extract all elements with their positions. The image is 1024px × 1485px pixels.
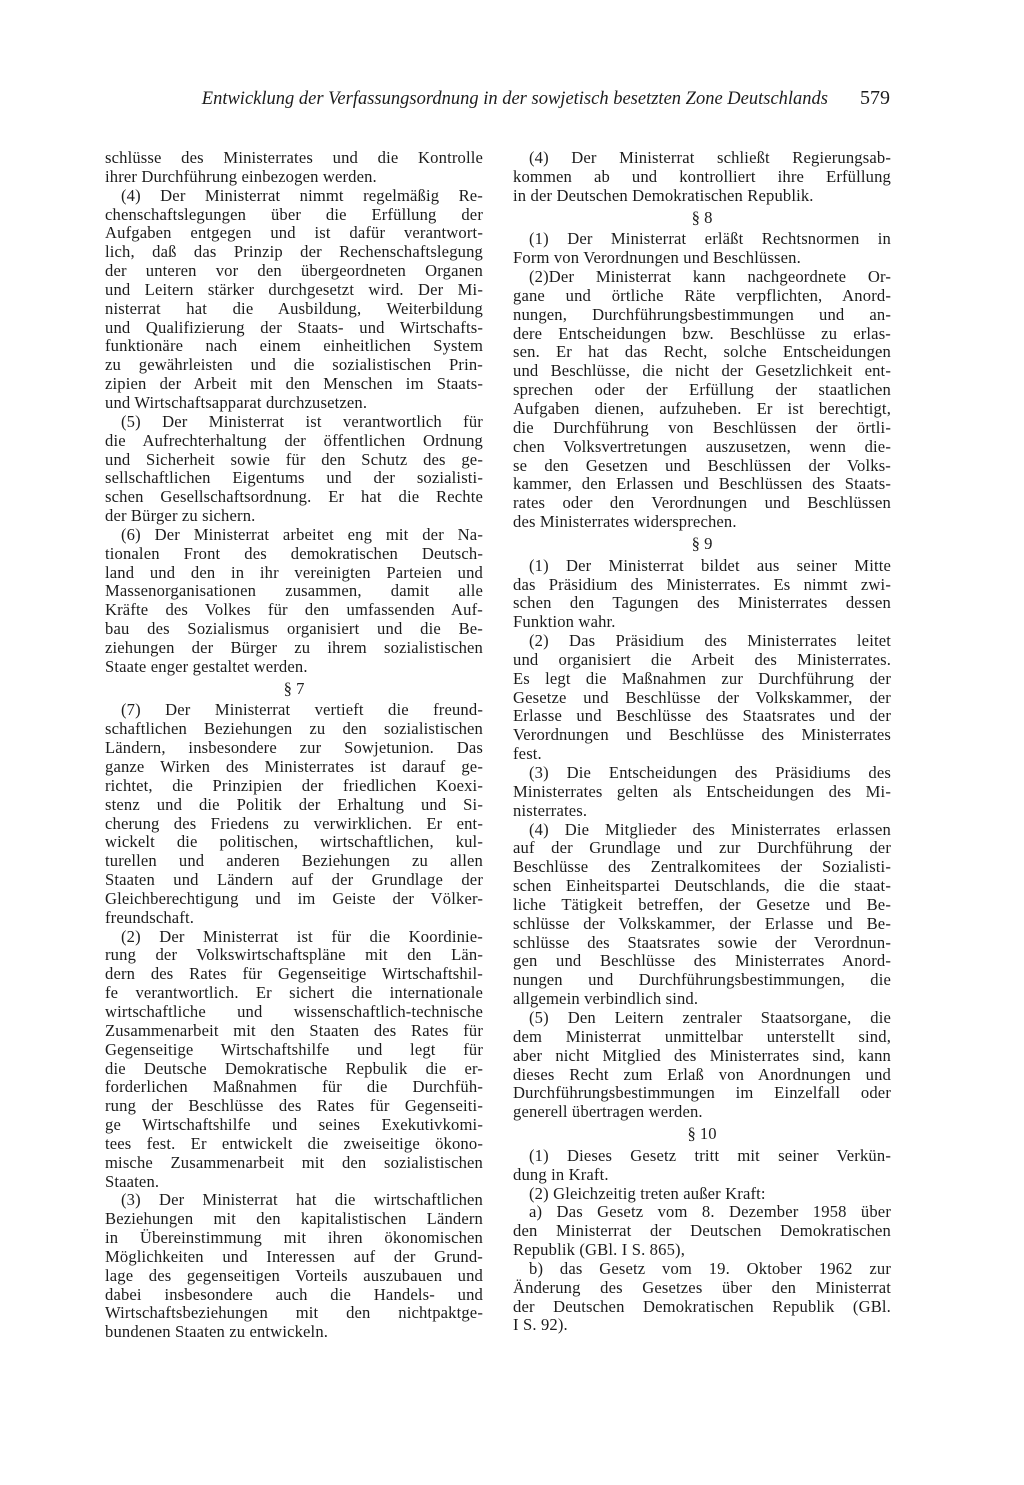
text-line: Durchführungsbestimmungen im Einzelfall oder	[513, 1083, 891, 1103]
paragraph	[105, 526, 483, 677]
text-line: allgemein verbindlich sind.	[513, 989, 699, 1009]
text-line: Zusammenarbeit mit den Staaten des Rates für	[105, 1020, 483, 1040]
paragraph	[513, 764, 891, 821]
text-line: generell übertragen werden.	[513, 1102, 703, 1122]
text-line: (5) Den Leitern zentraler Staatsorgane, die	[529, 1007, 891, 1027]
text-line: dem Ministerrat unmittelbar unterstellt sind,	[513, 1026, 891, 1046]
text-line: nungen, Durchführungsbestimmungen und an-	[513, 304, 891, 324]
text-line: ganze Wirken des Ministerrates ist darauf ge-	[105, 757, 483, 776]
text-line: nisterrates.	[513, 800, 588, 820]
text-line: rung der Beschlüsse des Rates für Gegenseiti-	[105, 1096, 483, 1116]
section-heading: § 8	[691, 207, 713, 227]
paragraph	[513, 1147, 891, 1185]
text-line: die Aufrechterhaltung der öffentlichen Ordnung	[105, 430, 483, 450]
text-line: rung der Volkswirtschaftspläne mit den Län-	[105, 945, 483, 965]
paragraph	[513, 557, 891, 632]
paragraph	[513, 1009, 891, 1122]
text-line: I S. 92).	[513, 1315, 568, 1335]
text-line: liche Tätigkeit betreffen, der Gesetze und Be-	[513, 894, 891, 914]
text-line: tionalen Front des demokratischen Deutsch-	[105, 543, 483, 563]
text-line: gen und Beschlüsse des Ministerrates Anord-	[513, 951, 891, 971]
text-line: ge Wirtschaftshilfe und seines Exekutivkomi-	[105, 1115, 483, 1135]
text-line: (4) Die Mitglieder des Ministerrates erlassen	[529, 819, 891, 839]
text-line: dabei insbesondere auch die Handels- und	[105, 1284, 483, 1304]
section-heading: § 9	[691, 533, 713, 553]
paragraph	[105, 149, 483, 187]
text-line: nisterrat hat die Ausbildung, Weiterbildung	[105, 298, 483, 318]
text-line: Form von Verordnungen und Beschlüssen.	[513, 248, 801, 268]
text-line: lich, daß das Prinzip der Rechenschaftslegung	[105, 242, 483, 262]
left-column	[105, 149, 483, 1342]
text-line: turellen und anderen Beziehungen zu allen	[105, 851, 483, 871]
text-line: Gesetze und Beschlüsse der Volkskammer, der	[513, 687, 891, 707]
text-line: (4) Der Ministerrat schließt Regierungsab-	[529, 148, 891, 167]
section-heading: § 7	[283, 678, 305, 698]
text-line: land und den in ihr vereinigten Parteien und	[105, 562, 483, 582]
right-column	[513, 149, 891, 1335]
text-line: kommen ab und kontrolliert ihre Erfüllung	[513, 166, 891, 186]
text-line: Gegenseitige Wirtschaftshilfe und legt für	[105, 1039, 483, 1059]
text-line: richtet, die Prinzipien der friedlichen Koexi-	[105, 775, 483, 795]
text-line: schlüsse der Volkskammer, der Erlasse und Be-	[513, 913, 891, 933]
text-line: in der Deutschen Demokratischen Republik.	[513, 185, 814, 205]
text-line: und Beschlüsse, die nicht der Gesetzlichkeit ent-	[513, 361, 891, 381]
text-line: ziehungen der Bürger zu ihrem sozialistischen	[105, 637, 483, 657]
text-line: des Ministerrates widersprechen.	[513, 512, 737, 532]
text-line: Erlasse und Beschlüsse des Staatsrates und der	[513, 706, 891, 726]
text-line: schen den Tagungen des Ministerrates dessen	[513, 593, 891, 613]
text-line: der unteren vor den übergeordneten Organen	[105, 261, 483, 281]
paragraph	[513, 632, 891, 764]
text-line: forderlichen Maßnahmen für die Durchfüh-	[105, 1077, 483, 1097]
paragraph	[105, 1191, 483, 1342]
text-line: der Deutschen Demokratischen Republik (GBl.	[513, 1296, 891, 1316]
text-line: (1) Der Ministerrat bildet aus seiner Mitte	[529, 555, 891, 575]
text-line: zu gewährleisten und die sozialistischen Prin-	[105, 355, 483, 375]
text-line: chen Volksvertretungen auszusetzen, wenn die-	[513, 436, 891, 456]
text-line: Staaten.	[105, 1171, 160, 1191]
text-line: Funktion wahr.	[513, 612, 616, 632]
text-line: mische Zusammenarbeit mit den sozialistischen	[105, 1152, 483, 1172]
text-line: die Deutsche Demokratische Repbulik die er-	[105, 1058, 483, 1078]
text-line: stenz und die Politik der Erhaltung und Si-	[105, 794, 483, 814]
text-line: wickelt die politischen, wirtschaftlichen, kul-	[105, 832, 483, 852]
text-line: (3) Die Entscheidungen des Präsidiums des	[529, 763, 891, 782]
text-line: zipien der Arbeit mit den Menschen im Staats-	[105, 374, 483, 394]
text-line: bundenen Staaten zu entwickeln.	[105, 1322, 329, 1342]
paragraph	[105, 413, 483, 526]
text-line: ihrer Durchführung einbezogen werden.	[105, 166, 377, 186]
text-line: fest.	[513, 744, 542, 764]
text-line: Beziehungen mit den kapitalistischen Ländern	[105, 1209, 483, 1229]
text-line: a) Das Gesetz vom 8. Dezember 1958 über	[529, 1202, 891, 1222]
paragraph	[513, 1203, 891, 1260]
text-line: gane und örtliche Räte verpflichten, Anord-	[513, 285, 891, 305]
text-line: und Wirtschaftsapparat durchzusetzen.	[105, 392, 368, 412]
text-line: schlüsse des Staatsrates sowie der Verordnun-	[513, 932, 891, 952]
text-line: sen. Er hat das Recht, solche Entscheidungen	[513, 342, 891, 362]
text-line: Ländern, insbesondere zur Sowjetunion. Das	[105, 738, 483, 758]
text-line: (6) Der Ministerrat arbeitet eng mit der Na-	[121, 524, 483, 544]
text-line: und Leitern stärker durchgesetzt wird. Der Mi-	[105, 279, 483, 299]
paragraph	[105, 187, 483, 413]
text-line: fe verantwortlich. Er sichert die internationale	[105, 983, 483, 1003]
text-line: Verordnungen und Beschlüsse des Ministerrates	[513, 725, 891, 745]
text-line: (2) Der Ministerrat ist für die Koordinie-	[121, 926, 483, 946]
text-line: dung in Kraft.	[513, 1164, 609, 1184]
text-line: (2) Das Präsidium des Ministerrates leitet	[529, 631, 891, 651]
text-line: aber nicht Mitglied des Ministerrates sind, kann	[513, 1045, 891, 1065]
text-line: cherung des Friedens zu verwirklichen. Er ent-	[105, 813, 483, 833]
text-line: (7) Der Ministerrat vertieft die freund-	[121, 700, 483, 720]
paragraph	[513, 268, 891, 532]
text-line: und organisiert die Arbeit des Ministerrates.	[513, 649, 891, 669]
text-line: der Bürger zu sichern.	[105, 506, 256, 526]
text-line: dieses Recht zum Erlaß von Anordnungen und	[513, 1064, 891, 1084]
text-line: Staate enger gestaltet werden.	[105, 656, 308, 676]
text-line: Möglichkeiten und Interessen auf der Grund-	[105, 1246, 483, 1266]
text-line: (2) Gleichzeitig treten außer Kraft:	[529, 1183, 766, 1203]
text-line: dern des Rates für Gegenseitige Wirtschaftshil-	[105, 964, 483, 984]
paragraph	[513, 230, 891, 268]
text-line: kammer, den Erlassen und Beschlüssen des Staats-	[513, 474, 891, 494]
text-line: Massenorganisationen zusammen, damit alle	[105, 581, 483, 601]
paragraph	[105, 928, 483, 1192]
text-line: Ministerrates gelten als Entscheidungen des Mi-	[513, 781, 891, 801]
text-line: (2)Der Ministerrat kann nachgeordnete Or-	[529, 267, 891, 287]
text-line: Änderung des Gesetzes über den Ministerrat	[513, 1277, 891, 1297]
text-line: bau des Sozialismus organisiert und die Be-	[105, 619, 483, 639]
text-line: dere Entscheidungen bzw. Beschlüsse zu erlas-	[513, 323, 891, 343]
paragraph	[513, 1260, 891, 1335]
text-line: den Ministerrat der Deutschen Demokratischen	[513, 1221, 891, 1241]
text-line: Republik (GBl. I S. 865),	[513, 1240, 685, 1260]
text-line: in Übereinstimmung mit ihren ökonomischen	[105, 1228, 483, 1248]
running-title: Entwicklung der Verfassungsordnung in der sowjetisch besetzten Zone Deutschlands	[201, 89, 828, 109]
text-line: b) das Gesetz vom 19. Oktober 1962 zur	[529, 1258, 891, 1278]
text-line: Wirtschaftsbeziehungen mit den nichtpaktge-	[105, 1303, 483, 1323]
text-line: schen Einheitspartei Deutschlands, die die staat-	[513, 876, 891, 896]
text-line: (1) Dieses Gesetz tritt mit seiner Verkün-	[529, 1145, 891, 1165]
paragraph	[513, 149, 891, 206]
text-line: rates oder den Verordnungen und Beschlüssen	[513, 493, 891, 513]
text-line: wirtschaftliche und wissenschaftlich-technische	[105, 1001, 483, 1021]
text-line: Es legt die Maßnahmen zur Durchführung der	[513, 668, 891, 688]
running-header	[100, 86, 890, 111]
text-line: Aufgaben entgegen und ist dafür verantwort-	[105, 223, 483, 243]
text-line: Gleichberechtigung und im Geiste der Völker-	[105, 888, 483, 908]
text-line: Aufgaben dienen, aufzuheben. Er ist berechtigt,	[513, 398, 891, 418]
text-line: freundschaft.	[105, 907, 195, 927]
text-line: und Sicherheit sowie für den Schutz des ge-	[105, 449, 483, 469]
text-line: lage des gegenseitigen Vorteils auszubauen und	[105, 1265, 483, 1285]
text-line: die Durchführung von Beschlüssen der örtli-	[513, 417, 891, 437]
text-line: nungen und Durchführungsbestimmungen, die	[513, 970, 891, 990]
text-line: auf der Grundlage und zur Durchführung der	[513, 838, 891, 858]
text-line: (3) Der Ministerrat hat die wirtschaftlichen	[121, 1190, 483, 1210]
text-line: schlüsse des Ministerrates und die Kontrolle	[105, 148, 483, 167]
text-line: (5) Der Ministerrat ist verantwortlich für	[121, 411, 483, 431]
text-line: tees fest. Er entwickelt die zweiseitige ökono-	[105, 1133, 483, 1153]
text-line: se den Gesetzen und Beschlüssen der Volks-	[513, 455, 891, 475]
text-line: schaftlichen Beziehungen zu den sozialistischen	[105, 719, 483, 739]
text-line: schen Gesellschaftsordnung. Er hat die Rechte	[105, 487, 483, 507]
page-number: 579	[860, 87, 890, 109]
text-line: das Präsidium des Ministerrates. Es nimmt zwi-	[513, 574, 891, 594]
text-line: sellschaftlichen Eigentums und der sozialisti-	[105, 468, 483, 488]
text-line: und Qualifizierung der Staats- und Wirtschafts-	[105, 317, 483, 337]
paragraph	[105, 701, 483, 927]
two-column-body	[105, 149, 891, 1342]
text-line: funktionäre nach einem einheitlichen System	[105, 336, 483, 356]
text-line: sprechen oder der Erfüllung der staatlichen	[513, 380, 891, 400]
text-line: (4) Der Ministerrat nimmt regelmäßig Re-	[121, 185, 483, 205]
text-line: Staaten und Ländern auf der Grundlage der	[105, 870, 483, 890]
section-heading: § 10	[687, 1124, 717, 1144]
paragraph	[513, 1185, 891, 1204]
text-line: chenschaftslegungen über die Erfüllung der	[105, 204, 483, 224]
text-line: Kräfte des Volkes für den umfassenden Auf-	[105, 600, 483, 620]
text-line: (1) Der Ministerrat erläßt Rechtsnormen in	[529, 229, 891, 249]
paragraph	[513, 821, 891, 1009]
text-line: Beschlüsse des Zentralkomitees der Sozialisti-	[513, 857, 891, 877]
